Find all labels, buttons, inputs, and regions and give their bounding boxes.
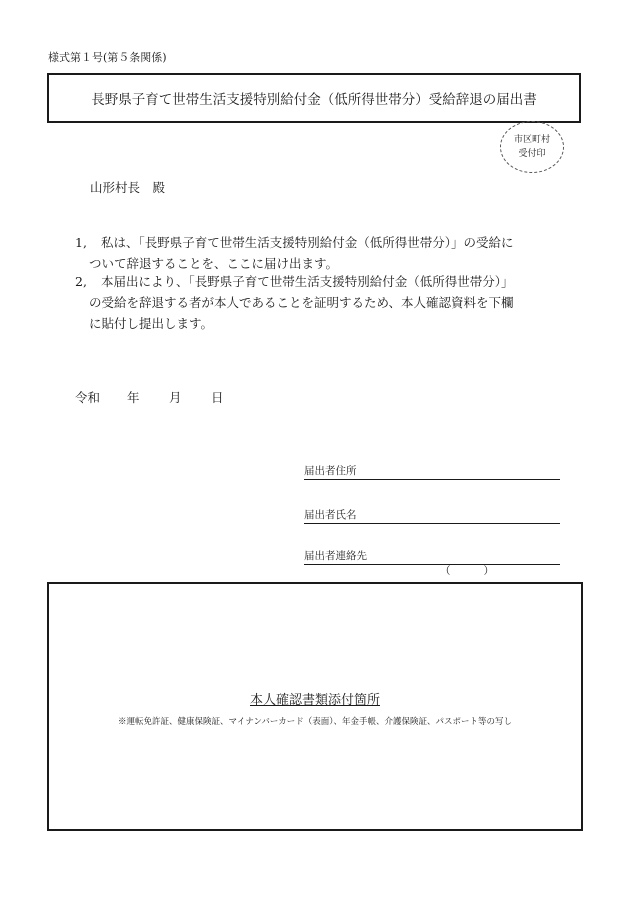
stamp-label-line1: 市区町村: [513, 135, 550, 145]
contact-field[interactable]: [304, 548, 560, 577]
paragraph-line: 本届出により、「長野県子育て世帯生活支援特別給付金（低所得世帯分）」: [101, 274, 514, 289]
paragraph-number: 2,: [75, 274, 87, 289]
name-label: 届出者氏名: [304, 509, 357, 521]
paragraph-line: ついて辞退することを、ここに届け出ます。: [89, 256, 339, 271]
paragraph-line: の受給を辞退する者が本人であることを証明するため、本人確認資料を下欄: [89, 295, 514, 310]
paragraph-1: [75, 232, 514, 274]
addressee: 山形村長 殿: [90, 180, 166, 195]
date-row: [75, 388, 224, 406]
reception-stamp-area: [500, 121, 564, 173]
contact-label: 届出者連絡先: [304, 550, 367, 562]
document-title: 長野県子育て世帯生活支援特別給付金（低所得世帯分）受給辞退の届出書: [91, 92, 537, 108]
contact-close-paren: ）: [483, 565, 494, 577]
date-day-label: 日: [211, 390, 224, 405]
address-label: 届出者住所: [304, 465, 357, 477]
form-number: 様式第１号(第５条関係): [48, 51, 167, 64]
attachment-note: ※運転免許証、健康保険証、マイナンバーカード（表面）、年金手帳、介護保険証、パスポート等の写し: [118, 717, 512, 727]
document-title-box: [47, 73, 581, 123]
attachment-title: 本人確認書類添付箇所: [249, 693, 380, 708]
id-document-attachment-area: [47, 582, 583, 831]
stamp-label-line2: 受付印: [518, 149, 546, 159]
name-field[interactable]: [304, 507, 560, 524]
date-month-label: 月: [169, 390, 182, 405]
date-year-label: 年: [127, 390, 140, 405]
paragraph-2: [75, 271, 514, 334]
date-era: 令和: [75, 390, 101, 405]
contact-open-paren: （: [440, 565, 451, 577]
paragraph-line: に貼付し提出します。: [89, 316, 214, 331]
paragraph-number: 1,: [75, 235, 87, 250]
paragraph-line: 私は、「長野県子育て世帯生活支援特別給付金（低所得世帯分）」の受給に: [101, 235, 514, 250]
address-field[interactable]: [304, 463, 560, 480]
